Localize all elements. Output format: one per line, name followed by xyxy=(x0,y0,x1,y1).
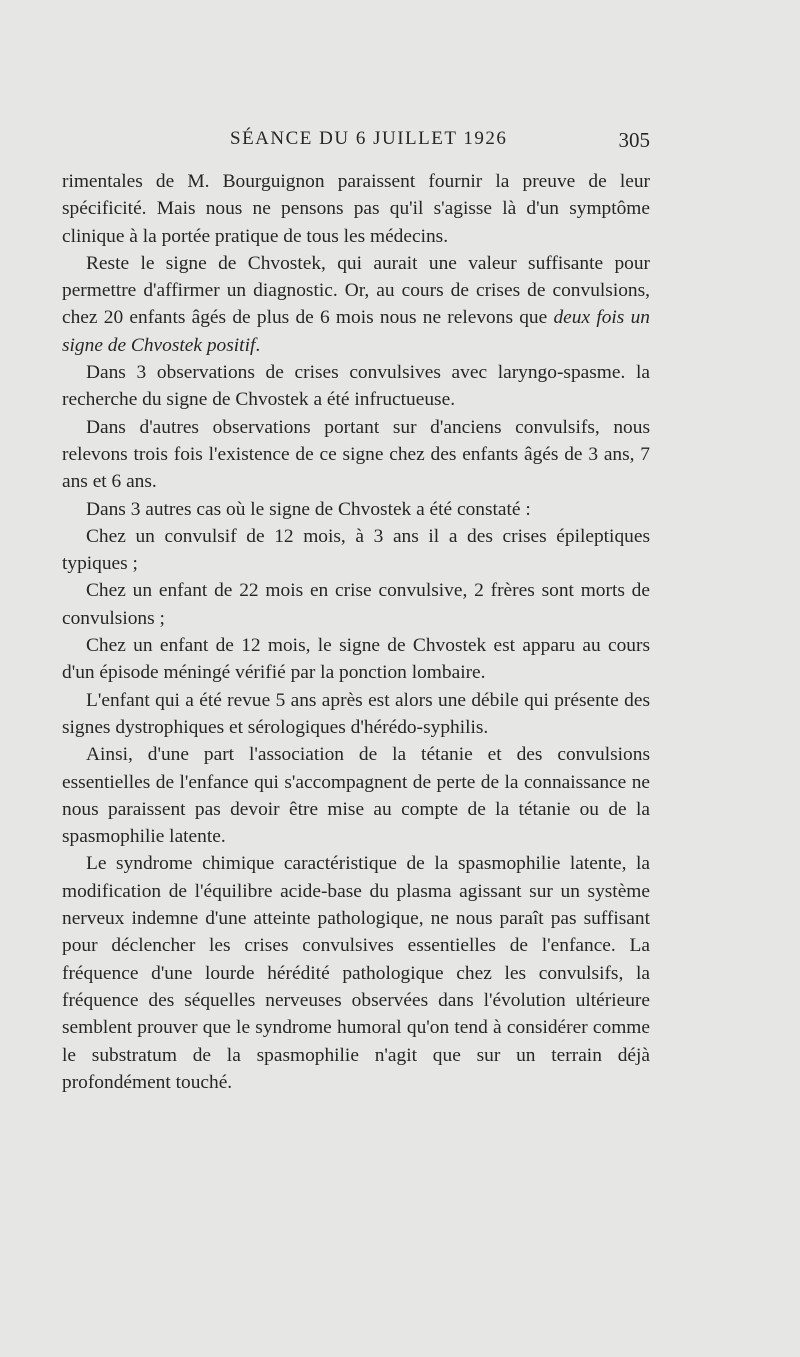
paragraph: Chez un convulsif de 12 mois, à 3 ans il a des crises épileptiques typiques ; xyxy=(62,525,650,575)
paragraph-text: Reste le signe de Chvostek, qui aurait une valeur suffisante pour permettre d'affirmer un diagnostic. Or, au cours de crises de convulsions, chez 20 enfants âgés de plus de 6 mois nous ne relevons que xyxy=(62,252,650,329)
paragraph: Chez un enfant de 12 mois, le signe de Chvostek est apparu au cours d'un épisode méningé vérifié par la ponction lombaire. xyxy=(62,635,650,684)
paragraph: Le syndrome chimique caractéristique de la spasmophilie latente, la modification de l'équilibre acide-base du plasma agissant sur un système nerveux indemne d'une atteinte pathologique, ne nous paraît pas suffisant pour déclencher les crises convulsives essentielles de l'enfance. La fréquence d'une lourde hérédité pathologique chez les convulsifs, la fréquence des séquelles nerveuses observées dans l'évolution ultérieure semblent prouver que le syndrome humoral qu'on tend à considérer comme le substratum de la spasmophilie n'agit que sur un terrain déjà profondément touché. xyxy=(62,853,650,1093)
paragraph: rimentales de M. Bourguignon paraissent fournir la preuve de leur spécificité. Mais nous ne pensons pas qu'il s'agisse là d'un symptôme clinique à la portée pratique de tous les médecins. xyxy=(62,171,650,247)
paragraph-text: . xyxy=(255,334,261,356)
running-header xyxy=(62,128,650,158)
paragraph: Dans 3 autres cas où le signe de Chvostek a été constaté : xyxy=(86,498,531,520)
paragraph: L'enfant qui a été revue 5 ans après est alors une débile qui présente des signes dystrophiques et sérologiques d'hérédo-syphilis. xyxy=(62,689,650,738)
paragraph: Chez un enfant de 22 mois en crise convulsive, 2 frères sont morts de convulsions ; xyxy=(62,580,650,629)
paragraph xyxy=(62,250,650,359)
paragraph: Dans 3 observations de crises convulsives avec laryngo-spasme. la recherche du signe de Chvostek a été infructueuse. xyxy=(62,362,650,411)
paragraph: Dans d'autres observations portant sur d'anciens convulsifs, nous relevons trois fois l'existence de ce signe chez des enfants âgés de 3 ans, 7 ans et 6 ans. xyxy=(62,416,650,493)
page-number: 305 xyxy=(618,128,650,152)
paragraph: Ainsi, d'une part l'association de la tétanie et des convulsions essentielles de l'enfance qui s'accompagnent de perte de la connaissance ne nous paraissent pas devoir être mise au compte de la tétanie ou de la spasmophilie latente. xyxy=(62,744,650,848)
header-title: SÉANCE DU 6 JUILLET 1926 xyxy=(230,128,508,149)
body-text xyxy=(62,168,650,1096)
emphasized-text: deux fois un signe de Chvostek positif xyxy=(62,307,650,356)
